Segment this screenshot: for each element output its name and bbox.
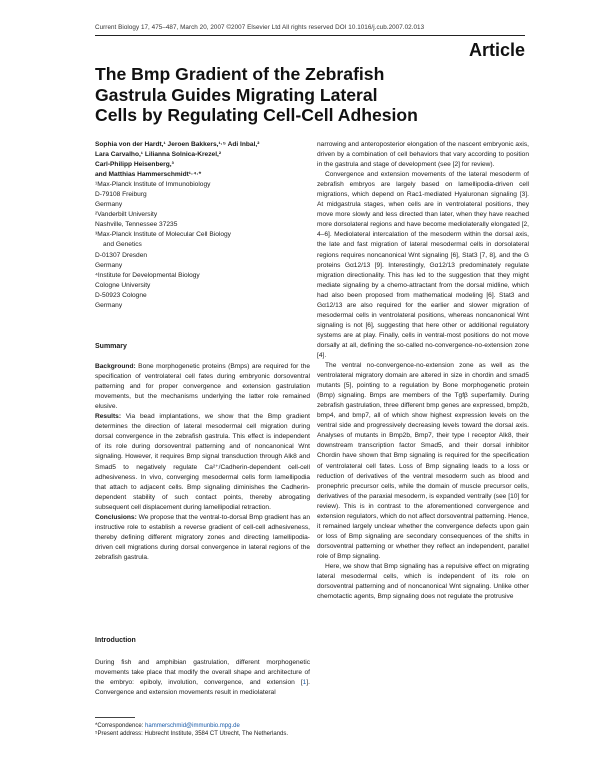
affiliation-line: and Genetics (103, 241, 142, 249)
introduction-paragraph (95, 658, 310, 698)
affiliation-line: D-79108 Freiburg (95, 191, 147, 199)
affiliation-line: ¹Max-Planck Institute of Immunobiology (95, 181, 211, 189)
introduction-section (95, 636, 310, 698)
present-address-note: ⁵Present address: Hubrecht Institute, 3584 CT Utrecht, The Netherlands. (95, 731, 289, 738)
header-rule (95, 35, 525, 36)
affiliation-line: ⁴Institute for Developmental Biology (95, 271, 200, 279)
affiliation-line: ²Vanderbilt University (95, 211, 158, 219)
journal-citation: Current Biology 17, 475–487, March 20, 2007 ©2007 Elsevier Ltd All rights reserved DOI 10.1016/j.cub.2007.02.013 (95, 24, 425, 31)
author-line: Carl-Philipp Heisenberg,³ (95, 161, 174, 169)
right-column (317, 140, 529, 602)
affiliation-line: Nashville, Tennessee 37235 (95, 221, 178, 229)
affiliation-line: Germany (95, 201, 123, 209)
conclusions-label: Conclusions: (95, 513, 137, 521)
intro-text: During fish and amphibian gastrulation, different morphogenetic movements take place that modify the overall shape and architecture of the embryo: epiboly, involution, convergence, and extension [ (95, 659, 310, 687)
summary-heading: Summary (95, 343, 127, 350)
correspondence-note (95, 722, 310, 730)
affiliation-line: ³Max-Planck Institute of Molecular Cell Biology (95, 231, 231, 239)
article-type-label: Article (468, 40, 525, 60)
reference-link[interactable]: 1 (302, 679, 307, 687)
body-paragraph: The ventral no-convergence-no-extension zone as well as the ventrolateral migratory domain are altered in size in chordin and smad5 mutants [5], pointing to a regulation by Bone morphogenetic protein (Bmp) signaling. Bmps are members of the Tgfβ superfamily. During zebrafish gastrulation, three different bmp genes are expressed, bmp2b, bmp4, and bmp7, all of which show highest expression levels on the ventral side and progressively decreasing levels toward the dorsal axis. Analyses of mutants in Bmp2b, Bmp7, their type I receptor Alk8, their downstream transcription factor Smad5, and their dorsal inhibitor Chordin have shown that Bmp signaling is required for the specification of ventrolateral cell fates. Loss of Bmp signaling leads to a loss or reduction of derivatives of the ventral mesoderm such as blood and pronephric precursor cells, while the domain of muscle precursor cells, derivatives of the paraxial mesoderm, is expanded ventrally (see [10] for review). This is in contrast to the aforementioned convergence and extension regulators, which do not affect dorsoventral patterning. Hence, it remained largely unclear whether the convergence defects upon gain or loss of Bmp signaling are secondary consequences of the shifts in dorsoventral patterning or whether they reflect an independent, parallel role of Bmp signaling. (317, 362, 529, 560)
results-label: Results: (95, 413, 122, 421)
affiliation-line: Germany (95, 261, 123, 269)
conclusions-text: We propose that the ventral-to-dorsal Bmp gradient has an instructive role to establish a reverse gradient of cell-cell adhesiveness, thereby defining different migratory zones and directing lamellipodia-driven cell migrations during dorsal convergence in lateral regions of the zebrafish gastrula. (95, 513, 311, 561)
left-column (95, 140, 310, 311)
affiliation-list (95, 180, 310, 311)
title-line: Gastrula Guides Migrating Lateral (95, 84, 378, 105)
introduction-heading: Introduction (95, 637, 136, 644)
background-text: Bone morphogenetic proteins (Bmps) are required for the specification of ventrolateral cell fates during embryonic dorsoventral patterning and for proper convergence and extension gastrulation movements, but the mechanisms underlying the latter role remained elusive. (95, 363, 310, 411)
affiliation-line: D-01307 Dresden (95, 251, 148, 259)
results-text: Via bead implantations, we show that the Bmp gradient determines the direction of lateral mesodermal cell migration during dorsal convergence in the zebrafish gastrula. This effect is independent of its role during dorsoventral patterning and of noncanonical Wnt signaling. However, it requires Bmp signal transduction through Alk8 and Smad5 to negatively regulate Ca²⁺/Cadherin-dependent cell-cell adhesiveness. In vivo, converging mesodermal cells form lamellipodia that attach to adjacent cells. Bmp signaling diminishes the Cadherin-dependent stability of such contact points, thereby abrogating subsequent cell displacement during lamellipodial retraction. (95, 413, 310, 511)
correspondence-email-link[interactable]: hammerschmid@immunbio.mpg.de (145, 723, 240, 729)
paper-title (95, 64, 525, 126)
summary-background (95, 362, 310, 412)
author-line: Sophia von der Hardt,¹ Jeroen Bakkers,¹·⁵ Adi Inbal,² (95, 141, 260, 148)
body-paragraph: narrowing and anteroposterior elongation of the nascent embryonic axis, driven by a combination of cell behaviors that vary according to position in the gastrula and stage of development (see [2] for review). (317, 141, 529, 169)
author-line: Lara Carvalho,¹ Lilianna Solnica-Krezel,² (95, 151, 222, 159)
title-line: Cells by Regulating Cell-Cell Adhesion (95, 105, 418, 125)
title-line: The Bmp Gradient of the Zebrafish (95, 64, 385, 84)
summary-section (95, 342, 310, 563)
affiliation-line: D-50923 Cologne (95, 291, 147, 299)
footnote-rule (95, 717, 135, 718)
background-label: Background: (95, 363, 136, 371)
correspondence-label: *Correspondence: (95, 723, 146, 729)
summary-conclusions (95, 513, 310, 563)
body-paragraph: Here, we show that Bmp signaling has a repulsive effect on migrating lateral mesodermal cells, which is independent of its role on dorsoventral patterning and of noncanonical Wnt signaling. Unlike other chemotactic agents, Bmp signaling does not regulate the protrusive (317, 562, 529, 601)
intro-text: ]. Convergence and extension movements result in mediolateral (95, 679, 310, 697)
body-paragraph: Convergence and extension movements of the lateral mesoderm of zebrafish embryos are largely based on lamellipodia-driven cell migrations, which depend on Rac1-mediated Hyaluronan signaling [3]. At midgastrula stages, when cells are in ventrolateral positions, they move more slowly and less directed than later, when they have reached more dorsolateral regions and have become mediolaterally elongated [2, 4–6]. Mediolateral intercalation of the mesoderm within the dorsal axis, the late and fast migration of lateral mesodermal cells in dorsolateral regions requires noncanonical Wnt signaling [6], Stat3 [7, 8], and the G proteins Gα12/13 [9]. Interestingly, Gα12/13 predominately regulate migration directionality. This has led to the suggestion that they might mediate signaling by a chemo-attractant from the dorsal midline, which had also been proposed from mathematical modeling [6]. Stat3 and Gα12/13 are also required for the earlier and slower migration of mesodermal cells in ventrolateral positions, whereas noncanonical Wnt signaling is not [6], suggesting that here other or additional regulatory systems are at play. Finally, cells in ventral-most positions do not move dorsally at all, defining the so-called no-convergence-no-extension zone [4]. (317, 171, 529, 359)
author-line: and Matthias Hammerschmidt¹·⁴·* (95, 171, 202, 179)
author-list (95, 140, 310, 180)
footnotes (95, 722, 310, 739)
affiliation-line: Germany (95, 301, 123, 309)
affiliation-line: Cologne University (95, 281, 151, 289)
summary-results (95, 412, 310, 512)
